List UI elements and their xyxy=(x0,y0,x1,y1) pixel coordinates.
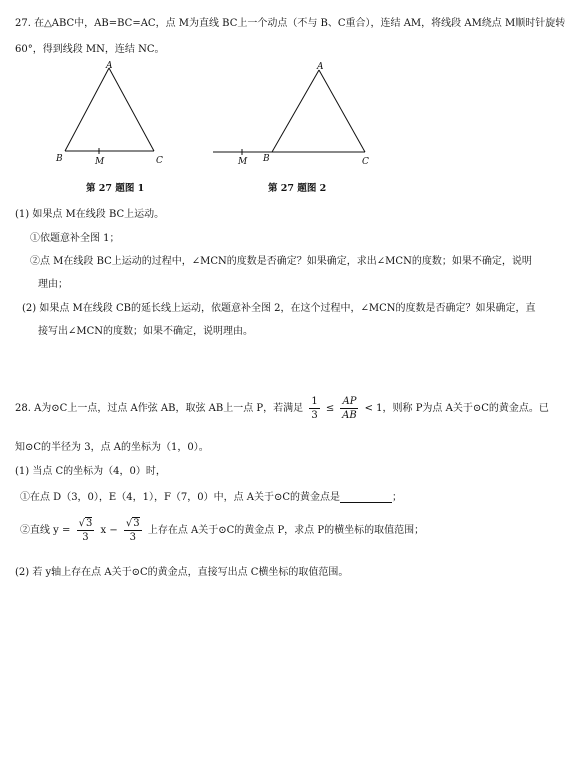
q27-part2-line1: (2) 如果点 M在线段 CB的延长线上运动，依题意补全图 2，在这个过程中，∠MCN的度数是否确定？如果确定，直 xyxy=(22,303,536,314)
fig1-label-A: A xyxy=(106,61,113,71)
fig1-label-M: M xyxy=(95,157,105,167)
fig1-label-C: C xyxy=(156,156,163,166)
q28-fraction-sqrt3-over-3-b: $\frac{√3}{3}$ xyxy=(125,518,140,543)
q27-part1-sub2-line1: ②点 M在线段 BC上运动的过程中，∠MCN的度数是否确定？如果确定，求出∠MCN的度数；如果不确定，说明 xyxy=(30,256,532,267)
fig1-label-B: B xyxy=(56,154,63,164)
q27-part2-line2: 接写出∠MCN的度数；如果不确定，说明理由。 xyxy=(38,326,254,337)
q27-stem-line1: 27. 在△ABC中，AB=BC=AC，点 M为直线 BC上一个动点（不与 B、C重合），连结 AM，将线段 AM绕点 M顺时针旋转 xyxy=(15,18,566,29)
answer-blank xyxy=(340,492,392,503)
q28-stem-line2: 知⊙C的半径为 3，点 A的坐标为（1，0）。 xyxy=(15,442,209,453)
q27-part1-sub1: ①依题意补全图 1； xyxy=(30,233,120,244)
q28-part1-sub1: ①在点 D（3，0），E（4，1），F（7，0）中，点 A关于⊙C的黄金点是 ； xyxy=(20,492,403,503)
q27-stem-line2: 60°，得到线段 MN，连结 NC。 xyxy=(15,44,165,55)
q27-fig2-caption: 第 27 题图 2 xyxy=(268,183,327,194)
q28-fraction-ap-ab: $\frac{AP}{AB}$ xyxy=(342,396,357,421)
q27-figure-2 xyxy=(205,60,380,170)
q28-stem-pre: 28. A为⊙C上一点，过点 A作弦 AB，取弦 AB上一点 P，若满足 xyxy=(15,403,304,414)
q28-fraction-one-third: $\frac{1}{3}$ xyxy=(311,396,318,421)
q28-part2: (2) 若 y轴上存在点 A关于⊙C的黄金点，直接写出点 C横坐标的取值范围。 xyxy=(15,567,349,578)
q27-fig1-caption: 第 27 题图 1 xyxy=(86,183,145,194)
fig2-label-M: M xyxy=(238,157,248,167)
q27-part1-sub2-line2: 理由； xyxy=(38,279,68,290)
fig2-label-C: C xyxy=(362,157,369,167)
q28-part1: (1) 当点 C的坐标为（4，0）时， xyxy=(15,466,166,477)
fig2-label-B: B xyxy=(263,154,270,164)
q28-stem-post: < 1，则称 P为点 A关于⊙C的黄金点。已 xyxy=(364,403,549,414)
q28-leq-sign: ≤ xyxy=(325,403,335,414)
q28-stem-line1 xyxy=(15,395,549,422)
q28-fraction-sqrt3-over-3-a: $\frac{√3}{3}$ xyxy=(78,518,93,543)
q28-part1-sub2: ②直线 y = $\frac{√3}{3}$ x − $\frac{√3}{3}$ 上存在点 A关于⊙C的黄金点 P，求点 P的横坐标的取值范围； xyxy=(20,518,425,543)
q27-figure-1 xyxy=(50,60,180,170)
fig2-label-A: A xyxy=(317,62,324,72)
q27-part1: (1) 如果点 M在线段 BC上运动。 xyxy=(15,209,165,220)
